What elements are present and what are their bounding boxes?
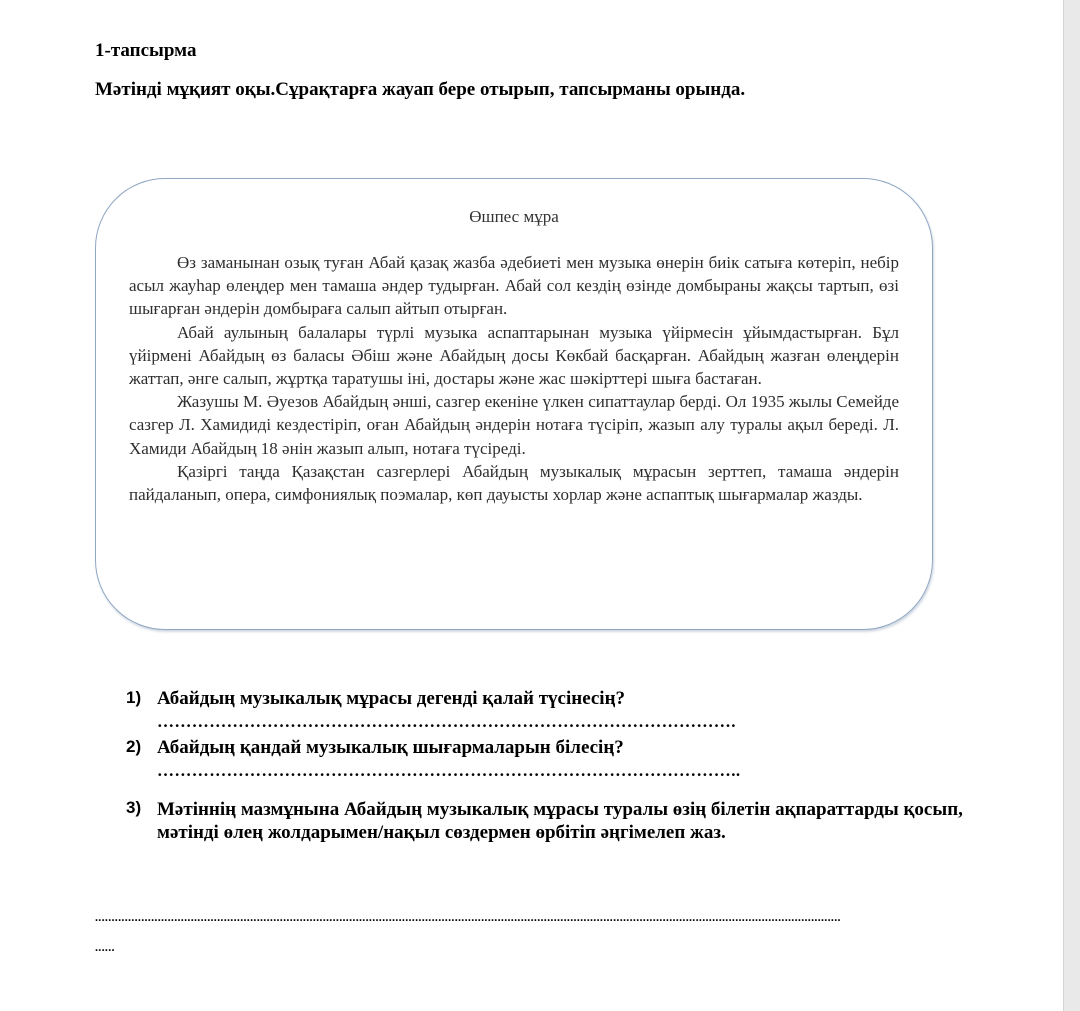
question-text: Абайдың музыкалық мұрасы дегенді қалай түсінесің?: [157, 688, 626, 709]
question-text: Мәтіннің мазмұнына Абайдың музыкалық мұрасы туралы өзің білетін ақпараттарды қосып, мәтінді өлең жолдарымен/нақыл сөздермен өрбітіп әңгімелеп жаз.: [157, 799, 963, 843]
paragraph-2: Абай аулының балалары түрлі музыка аспаптарынан музыка үйірмесін ұйымдастырған. Бұл үйірмені Абайдың өз баласы Әбіш және Абайдың досы Көкбай басқарған. Абайдың жазған өлеңдерін жаттап, әнге салып, жұртқа таратушы іні, достары және жас шәкірттері шыға бастаған.: [129, 322, 899, 389]
question-number: 3): [126, 798, 142, 817]
page-right-margin: [1063, 0, 1080, 1011]
question-number: 2): [126, 737, 142, 756]
question-text: Абайдың қандай музыкалық шығармаларын білесің?: [157, 737, 624, 758]
question-number: 1): [126, 688, 142, 707]
reading-text-body: [129, 251, 899, 506]
instruction-text: Мәтінді мұқият оқы.Сұрақтарға жауап бере отырып, тапсырманы орында.: [95, 79, 746, 100]
answer-dots-1: ……………………………………………………………………………………….: [157, 712, 736, 731]
answer-dots-2: ………………………………………………………………………………………..: [157, 761, 741, 780]
task-title: 1-тапсырма: [95, 40, 197, 61]
paragraph-1: Өз заманынан озық туған Абай қазақ жазба әдебиеті мен музыка өнерін биік сатыға көтеріп, небір асыл жауһар өлеңдер мен тамаша әндер тудырған. Абай сол кездің өзінде домбыраны жақсы тартып, өзі шығарған әндерін домбыраға салып айтып отырған.: [129, 253, 899, 319]
paragraph-4: Қазіргі таңда Қазақстан сазгерлері Абайдың музыкалық мұрасын зерттеп, тамаша әндерін пайдаланып, опера, симфониялық поэмалар, көп дауысты хорлар және аспаптық шығармалар жазды.: [129, 461, 899, 505]
reading-text-title: Өшпес мұра: [469, 207, 559, 226]
paragraph-3: Жазушы М. Әуезов Абайдың әнші, сазгер екеніне үлкен сипаттаулар берді. Ол 1935 жылы Семейде сазгер Л. Хамидиді кездестіріп, оған Абайдың әндерін нотаға түсіріп, жазып алу туралы ақыл береді. Л. Хамиди Абайдың 18 әнін жазып алып, нотаға түсіреді.: [129, 392, 899, 458]
answer-line: ..................................................................................................................................................................................................................................: [95, 910, 841, 924]
answer-line-end: ......: [95, 940, 115, 954]
